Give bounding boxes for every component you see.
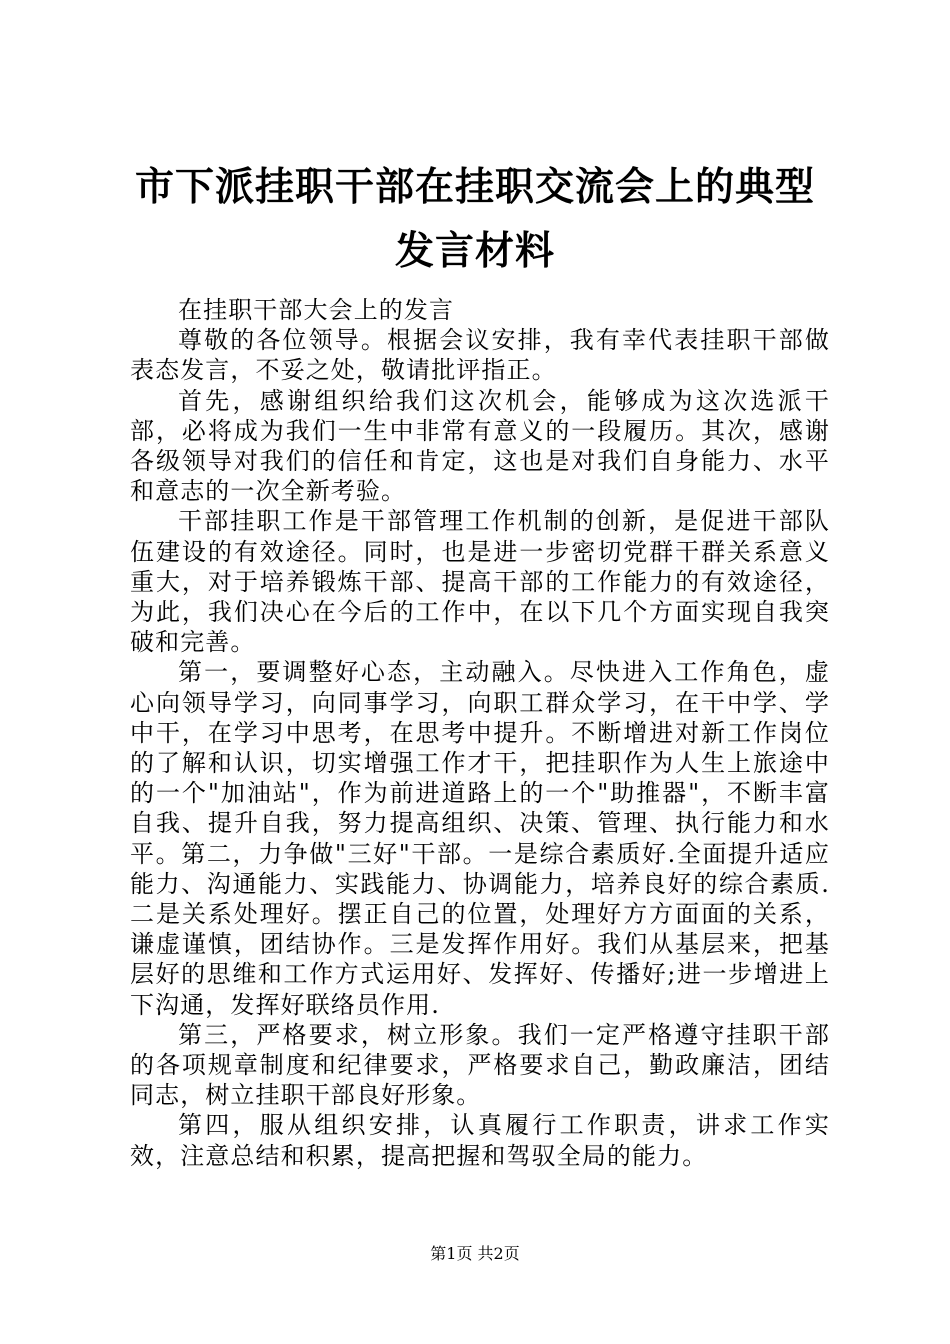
paragraph-point-one-two: 第一，要调整好心态，主动融入。尽快进入工作角色，虚心向领导学习，向同事学习，向职工群众学习，在干中学、学中干，在学习中思考，在思考中提升。不断增进对新工作岗位的了解和认识，切实增强工作才干，把挂职作为人生上旅途中的一个"加油站"，作为前进道路上的一个"助推器"，不断丰富自我、提升自我，努力提高组织、决策、管理、执行能力和水平。第二，力争做"三好"干部。一是综合素质好.全面提升适应能力、沟通能力、实践能力、协调能力，培养良好的综合素质.二是关系处理好。摆正自己的位置，处理好方方面面的关系，谦虚谨慎，团结协作。三是发挥作用好。我们从基层来，把基层好的思维和工作方式运用好、发挥好、传播好;进一步增进上下沟通，发挥好联络员作用. [130, 658, 830, 1019]
page-number-footer: 第1页 共2页 [430, 1244, 520, 1263]
paragraph-heading: 在挂职干部大会上的发言 [178, 296, 455, 324]
paragraph-thanks: 首先，感谢组织给我们这次机会，能够成为这次选派干部，必将成为我们一生中非常有意义的一段履历。其次，感谢各级领导对我们的信任和肯定，这也是对我们自身能力、水平和意志的一次全新考验。 [130, 386, 830, 506]
paragraph-significance: 干部挂职工作是干部管理工作机制的创新，是促进干部队伍建设的有效途径。同时，也是进一步密切党群干群关系意义重大，对于培养锻炼干部、提高干部的工作能力的有效途径，为此，我们决心在今后的工作中，在以下几个方面实现自我突破和完善。 [130, 507, 830, 657]
paragraph-point-three: 第三，严格要求，树立形象。我们一定严格遵守挂职干部的各项规章制度和纪律要求，严格要求自己，勤政廉洁，团结同志，树立挂职干部良好形象。 [130, 1020, 830, 1110]
paragraph-greeting: 尊敬的各位领导。根据会议安排，我有幸代表挂职干部做表态发言，不妥之处，敬请批评指正。 [130, 326, 830, 385]
document-title: 市下派挂职干部在挂职交流会上的典型发言材料 [134, 164, 815, 274]
paragraph-point-four: 第四，服从组织安排，认真履行工作职责，讲求工作实效，注意总结和积累，提高把握和驾驭全局的能力。 [130, 1111, 830, 1170]
document-body [130, 295, 830, 1171]
